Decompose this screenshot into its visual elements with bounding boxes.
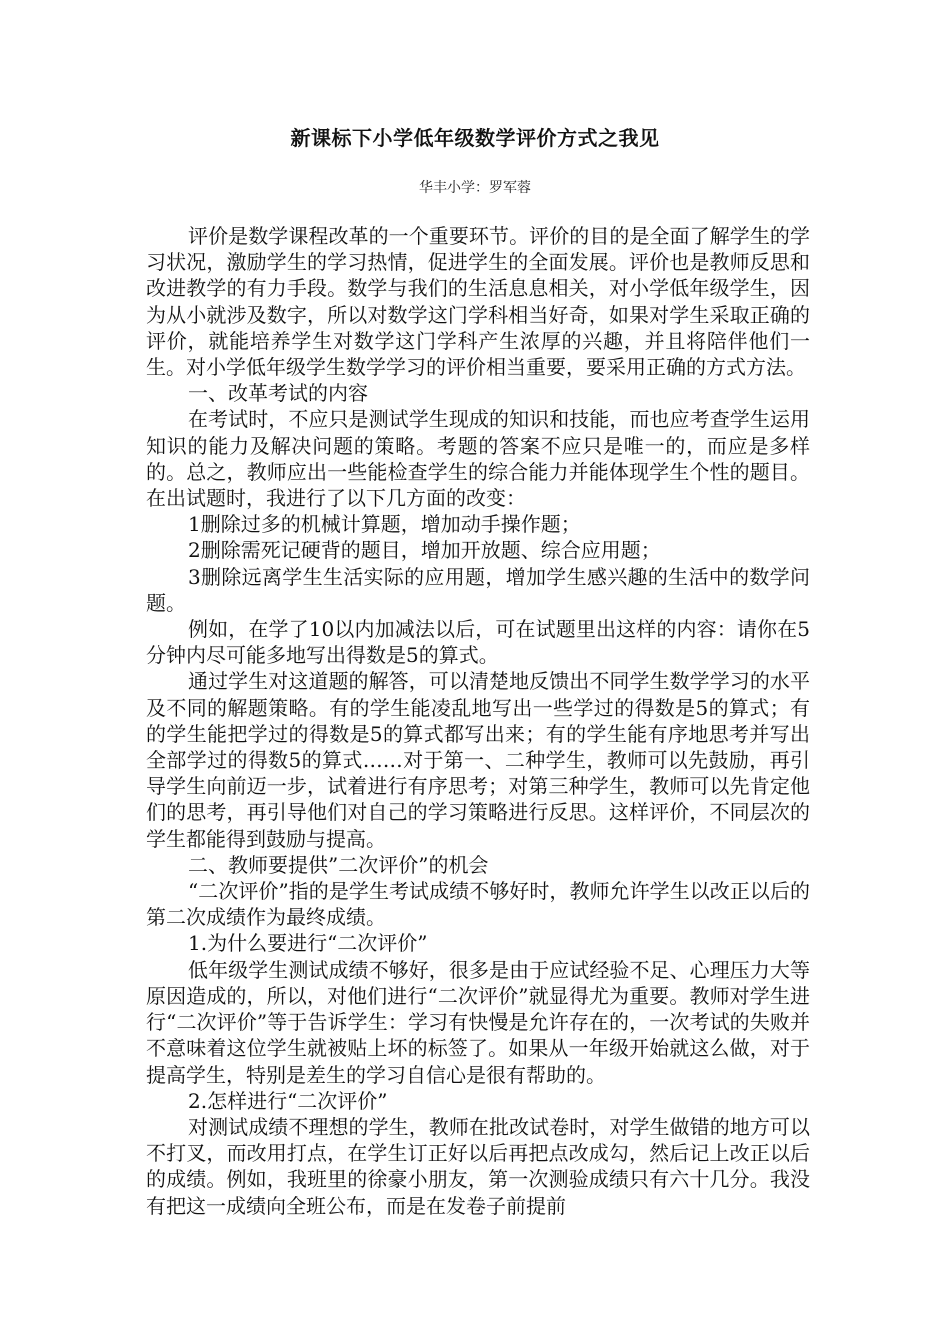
body-paragraph: 例如，在学了10以内加减法以后，可在试题里出这样的内容：请你在5分钟内尽可能多地写出得数是5的算式。 [146,617,810,668]
body-paragraph: 通过学生对这道题的解答，可以清楚地反馈出不同学生数学学习的水平及不同的解题策略。有的学生能凌乱地写出一些学过的得数是5的算式；有的学生能把学过的得数是5的算式都写出来；有的学生能有序地思考并写出全部学过的得数5的算式……对于第一、二种学生，教师可以先鼓励，再引导学生向前迈一步，试着进行有序思考；对第三种学生，教师可以先肯定他们的思考，再引导他们对自己的学习策略进行反思。这样评价，不同层次的学生都能得到鼓励与提高。 [146,669,810,851]
list-item: 2删除需死记硬背的题目，增加开放题、综合应用题； [188,538,661,563]
body-paragraph: 在考试时，不应只是测试学生现成的知识和技能，而也应考查学生运用知识的能力及解决问题的策略。考题的答案不应只是唯一的，而应是多样的。总之，教师应出一些能检查学生的综合能力并能体现学生个性的题目。在出试题时，我进行了以下几方面的改变： [146,407,810,511]
document-body [146,223,810,1219]
document-author: 华丰小学：罗军蓉 [419,180,531,196]
list-item: 3删除远离学生生活实际的应用题，增加学生感兴趣的生活中的数学问题。 [146,564,810,615]
section-heading: 二、教师要提供”二次评价”的机会 [188,852,489,877]
section-heading: 一、改革考试的内容 [188,381,368,406]
body-paragraph: 低年级学生测试成绩不够好，很多是由于应试经验不足、心理压力大等原因造成的，所以，对他们进行“二次评价”就显得尤为重要。教师对学生进行“二次评价”等于告诉学生：学习有快慢是允许存在的，一次考试的失败并不意味着这位学生就被贴上坏的标签了。如果从一年级开始就这么做，对于提高学生，特别是差生的学习自信心是很有帮助的。 [146,957,810,1087]
body-paragraph: 对测试成绩不理想的学生，教师在批改试卷时，对学生做错的地方可以不打叉，而改用打点，在学生订正好以后再把点改成勾，然后记上改正以后的成绩。例如，我班里的徐豪小朋友，第一次测验成绩只有六十几分。我没有把这一成绩向全班公布，而是在发卷子前提前 [146,1114,810,1218]
subsection-heading: 1.为什么要进行“二次评价” [188,931,428,956]
list-item: 1删除过多的机械计算题，增加动手操作题； [188,512,581,537]
subsection-heading: 2.怎样进行“二次评价” [188,1088,388,1113]
document-title: 新课标下小学低年级数学评价方式之我见 [290,126,660,150]
body-paragraph: 评价是数学课程改革的一个重要环节。评价的目的是全面了解学生的学习状况，激励学生的学习热情，促进学生的全面发展。评价也是教师反思和改进教学的有力手段。数学与我们的生活息息相关，对小学低年级学生，因为从小就涉及数字，所以对数学这门学科相当好奇，如果对学生采取正确的评价，就能培养学生对数学这门学科产生浓厚的兴趣，并且将陪伴他们一生。对小学低年级学生数学学习的评价相当重要，要采用正确的方式方法。 [146,224,810,380]
body-paragraph: “二次评价”指的是学生考试成绩不够好时，教师允许学生以改正以后的第二次成绩作为最终成绩。 [146,879,810,930]
